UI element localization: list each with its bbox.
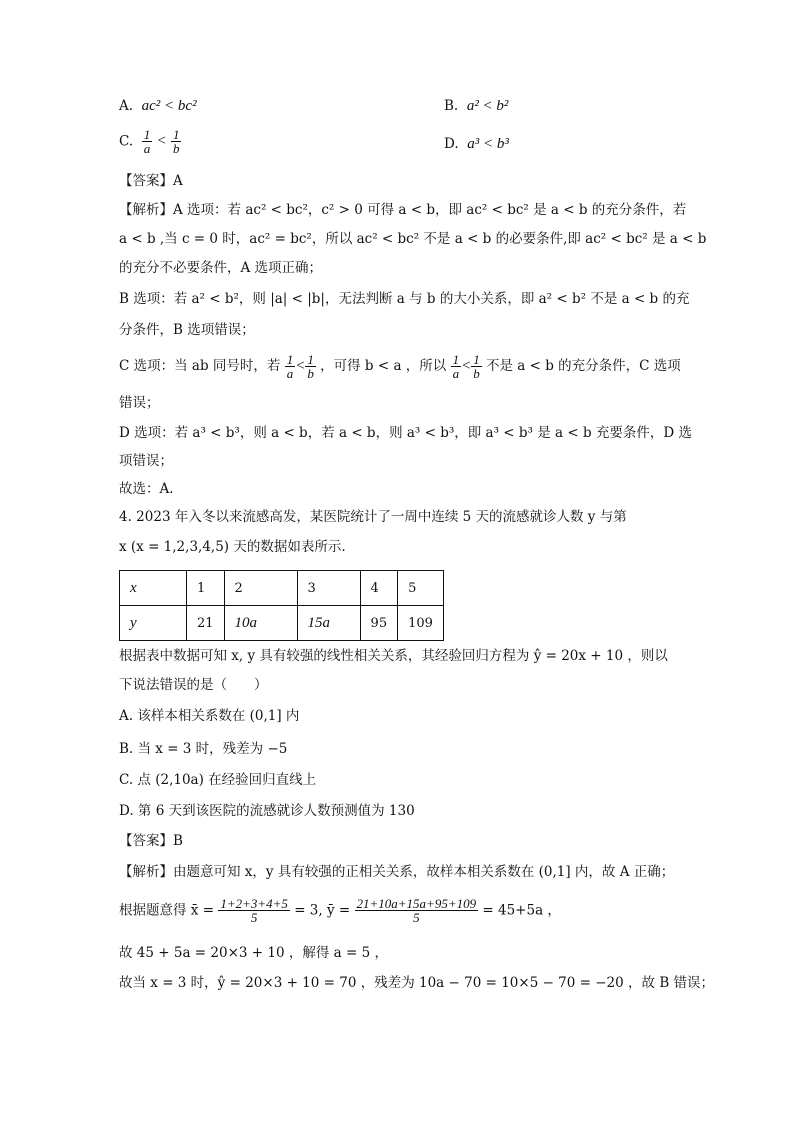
analysis-1-line-6: C 选项：当 ab 同号时，若 $\frac{1}{a}$ < $\frac{1}{b}$ ，可得 b < a ，所以 $\frac{1}{a}$ < $\frac{1}{b}$ 不是 a < b 的充分条件，C 选项 xyxy=(119,352,681,381)
fraction-1-over-a: $\frac{1}{a}$ xyxy=(143,127,151,156)
table-cell: y xyxy=(120,606,187,641)
answer-label-1: 【答案】A xyxy=(119,173,183,189)
question-4-text-line-2: 下说法错误的是（ ） xyxy=(119,677,268,693)
option-4-b: B. 当 x = 3 时，残差为 −5 xyxy=(119,741,288,757)
table-cell: 2 xyxy=(224,571,297,606)
option-4-a: A. 该样本相关系数在 (0,1] 内 xyxy=(119,708,300,724)
table-cell: 21 xyxy=(187,606,225,641)
option-d: D. a³ < b³ xyxy=(444,136,509,152)
table-cell: 15a xyxy=(297,606,360,641)
table-cell: 1 xyxy=(187,571,225,606)
analysis-1-line-2: a < b ,当 c = 0 时，ac² = bc²，所以 ac² < bc² 不是 a < b 的必要条件,即 ac² < bc² 是 a < b xyxy=(119,231,707,247)
table-cell: 5 xyxy=(398,571,444,606)
analysis-2-line-4: 故当 x = 3 时，ŷ = 20×3 + 10 = 70 ，残差为 10a − 70 = 10×5 − 70 = −20 ，故 B 错误； xyxy=(119,975,715,991)
data-table xyxy=(119,570,444,641)
question-4-line-2: x (x = 1,2,3,4,5) 天的数据如表所示. xyxy=(119,539,346,555)
question-4-line-1: 4. 2023 年入冬以来流感高发，某医院统计了一周中连续 5 天的流感就诊人数 y 与第 xyxy=(119,509,627,525)
analysis-1-line-8: D 选项：若 a³ < b³，则 a < b，若 a < b，则 a³ < b³，即 a³ < b³ 是 a < b 充要条件，D 选 xyxy=(119,425,693,441)
table-cell: 109 xyxy=(398,606,444,641)
answer-label-2: 【答案】B xyxy=(119,833,183,849)
fraction-1-over-b: $\frac{1}{b}$ xyxy=(473,352,480,381)
table-cell: 3 xyxy=(297,571,360,606)
table-cell: 95 xyxy=(360,606,398,641)
analysis-1-line-4: B 选项：若 a² < b²，则 |a| < |b|，无法判断 a 与 b 的大小关系，即 a² < b² 不是 a < b 的充 xyxy=(119,291,690,307)
fraction-mean-x: $\frac{1+2+3+4+5}{5}$ xyxy=(220,896,288,925)
table-cell: x xyxy=(120,571,187,606)
table-row xyxy=(120,571,444,606)
analysis-1-line-9: 项错误； xyxy=(119,453,173,469)
analysis-1-line-7: 错误； xyxy=(119,395,160,411)
analysis-1-line-1: 【解析】A 选项：若 ac² < bc²，c² > 0 可得 a < b，即 ac² < bc² 是 a < b 的充分条件，若 xyxy=(119,202,687,218)
analysis-1-line-5: 分条件，B 选项错误； xyxy=(119,322,255,338)
fraction-1-over-b: $\frac{1}{b}$ xyxy=(307,352,314,381)
option-a: A. ac² < bc² xyxy=(119,98,197,114)
option-4-c: C. 点 (2,10a) 在经验回归直线上 xyxy=(119,772,317,788)
analysis-1-line-10: 故选：A. xyxy=(119,481,174,497)
fraction-1-over-a: $\frac{1}{a}$ xyxy=(286,352,294,381)
fraction-1-over-a: $\frac{1}{a}$ xyxy=(452,352,460,381)
analysis-1-line-3: 的充分不必要条件，A 选项正确； xyxy=(119,260,323,276)
option-4-d: D. 第 6 天到该医院的流感就诊人数预测值为 130 xyxy=(119,803,415,819)
fraction-1-over-b: $\frac{1}{b}$ xyxy=(172,127,180,156)
question-4-text-line-1: 根据表中数据可知 x, y 具有较强的线性相关关系，其经验回归方程为 ŷ = 20x + 10 ，则以 xyxy=(119,648,668,664)
table-cell: 4 xyxy=(360,571,398,606)
analysis-2-line-2: 根据题意得 x̄ = $\frac{1+2+3+4+5}{5}$ = 3, ȳ = $\frac{21+10a+15a+95+109}{5}$ = 45+5a ， xyxy=(119,896,561,925)
analysis-2-line-1: 【解析】由题意可知 x，y 具有较强的正相关关系，故样本相关系数在 (0,1] 内，故 A 正确； xyxy=(119,864,675,880)
table-row xyxy=(120,606,444,641)
option-c: C. $\frac{1}{a}$ < $\frac{1}{b}$ xyxy=(119,127,180,156)
fraction-mean-y: $\frac{21+10a+15a+95+109}{5}$ xyxy=(356,896,477,925)
analysis-2-line-3: 故 45 + 5a = 20×3 + 10 ，解得 a = 5 ， xyxy=(119,945,388,961)
option-b: B. a² < b² xyxy=(444,98,509,114)
table-cell: 10a xyxy=(224,606,297,641)
